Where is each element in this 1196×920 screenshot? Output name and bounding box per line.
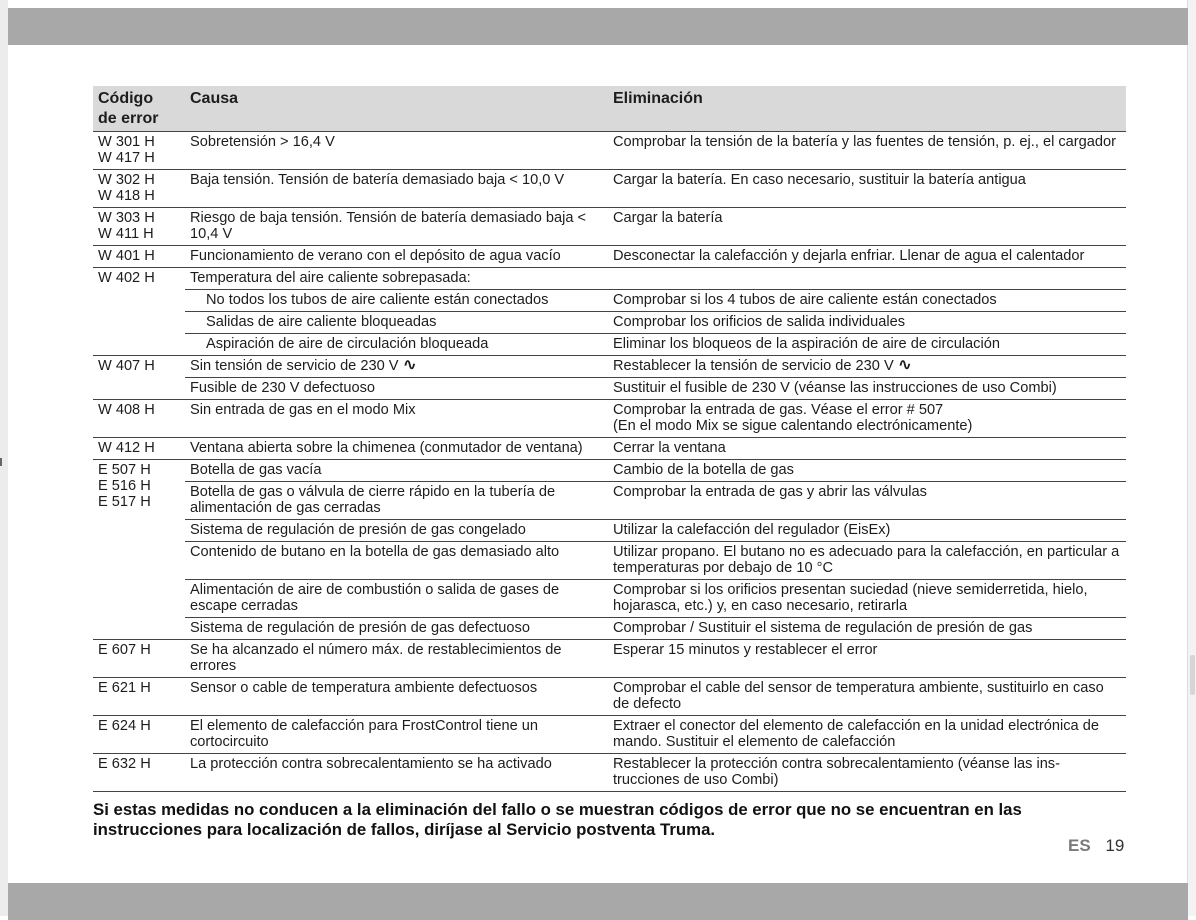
remedy-text: Esperar 15 minutos y restablecer el error [613, 642, 878, 658]
cause-text: Botella de gas o válvula de cierre rápido en la tubería de alimentación de gas cerradas [190, 484, 556, 516]
table-body [93, 132, 1126, 792]
cause-cell [185, 678, 608, 716]
error-code: W 417 H [98, 150, 155, 166]
cause-text: La protección contra sobrecalentamiento se ha activado [190, 756, 552, 772]
cause-text: Fusible de 230 V defectuoso [190, 380, 375, 396]
header-error-code [93, 86, 185, 132]
cause-cell [185, 378, 608, 400]
table-row [93, 716, 1126, 754]
remedy-text: Comprobar la entrada de gas. Véase el error # 507 (En el modo Mix se sigue calentando electrónicamente) [613, 402, 973, 434]
cause-cell [185, 580, 608, 618]
table-row [93, 290, 1126, 312]
cause-cell [185, 170, 608, 208]
remedy-cell [608, 246, 1126, 268]
cause-text: Sistema de regulación de presión de gas defectuoso [190, 620, 530, 636]
error-code-table [93, 86, 1126, 792]
remedy-text: Comprobar la entrada de gas y abrir las válvulas [613, 484, 927, 500]
cause-text: Botella de gas vacía [190, 462, 322, 478]
remedy-cell [608, 378, 1126, 400]
cause-cell [185, 246, 608, 268]
cause-text: El elemento de calefacción para FrostControl tiene un cortocircuito [190, 718, 539, 750]
table-row [93, 640, 1126, 678]
table-header-row [93, 86, 1126, 132]
table-row [93, 754, 1126, 792]
error-code: W 302 H [98, 172, 155, 188]
remedy-text: Utilizar propano. El butano no es adecuado para la calefacción, en particular a temperaturas por debajo de 10 °C [613, 544, 1120, 576]
cause-text: Sin tensión de servicio de 230 V [190, 358, 399, 374]
remedy-text: Restablecer la protección contra sobrecalentamiento (véanse las instrucciones de uso Combi) [613, 756, 1060, 788]
remedy-cell [608, 400, 1126, 438]
error-code-cell [93, 132, 185, 170]
remedy-cell [608, 132, 1126, 170]
table-row [93, 246, 1126, 268]
error-code: E 607 H [98, 642, 151, 658]
remedy-cell [608, 482, 1126, 520]
cause-cell [185, 290, 608, 312]
remedy-text: Restablecer la tensión de servicio de 230 V [613, 358, 894, 374]
error-code: E 632 H [98, 756, 151, 772]
error-code: W 408 H [98, 402, 155, 418]
cause-cell [185, 356, 608, 378]
cause-cell [185, 208, 608, 246]
remedy-cell [608, 334, 1126, 356]
table-row [93, 618, 1126, 640]
remedy-cell [608, 520, 1126, 542]
remedy-cell [608, 438, 1126, 460]
remedy-cell [608, 580, 1126, 618]
remedy-text: Comprobar los orificios de salida individuales [613, 314, 906, 330]
remedy-cell [608, 290, 1126, 312]
error-code: W 411 H [98, 226, 154, 242]
error-code-cell [93, 640, 185, 678]
error-code: W 412 H [98, 440, 155, 456]
remedy-cell [608, 170, 1126, 208]
remedy-text: Cargar la batería [613, 210, 723, 226]
table-row [93, 400, 1126, 438]
error-code-cell [93, 246, 185, 268]
error-code-cell [93, 268, 185, 356]
cause-text: Funcionamiento de verano con el depósito de agua vacío [190, 248, 561, 264]
table-row [93, 482, 1126, 520]
cause-text: Salidas de aire caliente bloqueadas [206, 314, 437, 330]
service-note: Si estas medidas no conducen a la eliminación del fallo o se muestran códigos de error que no se encuentran en las instrucciones para localización de fallos, diríjase al Servicio postventa Truma. [93, 800, 1022, 839]
remedy-cell [608, 754, 1126, 792]
cause-text: Sensor o cable de temperatura ambiente defectuosos [190, 680, 538, 696]
remedy-text: Sustituir el fusible de 230 V (véanse las instrucciones de uso Combi) [613, 380, 1057, 396]
cause-text: Alimentación de aire de combustión o salida de gases de escape cerradas [190, 582, 560, 614]
cause-cell [185, 268, 608, 290]
error-code-cell [93, 460, 185, 640]
table-row [93, 312, 1126, 334]
cause-cell [185, 438, 608, 460]
table-row [93, 520, 1126, 542]
remedy-cell [608, 640, 1126, 678]
remedy-text: Desconectar la calefacción y dejarla enfriar. Llenar de agua el calentador [613, 248, 1085, 264]
remedy-text: Comprobar si los 4 tubos de aire caliente están conectados [613, 292, 997, 308]
table-row [93, 678, 1126, 716]
error-code: W 407 H [98, 358, 155, 374]
table-row [93, 460, 1126, 482]
page-footer-band [8, 883, 1188, 920]
cause-text: Temperatura del aire caliente sobrepasada: [190, 270, 471, 286]
cause-text: Riesgo de baja tensión. Tensión de batería demasiado baja < 10,4 V [190, 210, 587, 242]
error-code: E 621 H [98, 680, 151, 696]
table-row [93, 268, 1126, 290]
header-remedy: Eliminación [608, 86, 1126, 132]
error-code: E 507 H [98, 462, 151, 478]
remedy-text: Cambio de la botella de gas [613, 462, 794, 478]
remedy-text: Utilizar la calefacción del regulador (EisEx) [613, 522, 891, 538]
remedy-cell [608, 542, 1126, 580]
cause-cell [185, 754, 608, 792]
remedy-cell [608, 312, 1126, 334]
cause-cell [185, 334, 608, 356]
remedy-text: Comprobar / Sustituir el sistema de regulación de presión de gas [613, 620, 1033, 636]
remedy-text: Cargar la batería. En caso necesario, sustituir la batería antigua [613, 172, 1026, 188]
remedy-cell [608, 716, 1126, 754]
page-number: 19 [1105, 836, 1125, 855]
remedy-text: Comprobar si los orificios presentan suciedad (nieve semiderretida, hielo, hojarasca, etc.) y, en caso necesario, retirarla [613, 582, 1088, 614]
cause-text: Sin entrada de gas en el modo Mix [190, 402, 416, 418]
error-code: W 402 H [98, 270, 155, 286]
remedy-cell [608, 618, 1126, 640]
table-row [93, 170, 1126, 208]
cause-cell [185, 312, 608, 334]
error-code: W 301 H [98, 134, 155, 150]
remedy-cell [608, 460, 1126, 482]
remedy-cell [608, 268, 1126, 290]
cause-text: Aspiración de aire de circulación bloqueada [206, 336, 489, 352]
cause-text: Contenido de butano en la botella de gas demasiado alto [190, 544, 560, 560]
table-row [93, 438, 1126, 460]
error-code: W 418 H [98, 188, 155, 204]
scrollbar-thumb[interactable] [1190, 655, 1195, 695]
table-row [93, 356, 1126, 378]
table-row [93, 580, 1126, 618]
header-cause: Causa [185, 86, 608, 132]
ac-symbol-icon: ∿ [897, 355, 912, 374]
error-code: W 401 H [98, 248, 155, 264]
error-code-cell [93, 716, 185, 754]
error-code: E 517 H [98, 494, 151, 510]
cause-text: Sistema de regulación de presión de gas congelado [190, 522, 526, 538]
page-footer [1068, 836, 1124, 856]
cause-text: Baja tensión. Tensión de batería demasiado baja < 10,0 V [190, 172, 565, 188]
error-code-cell [93, 356, 185, 400]
cause-cell [185, 520, 608, 542]
table-row [93, 542, 1126, 580]
error-code: E 624 H [98, 718, 151, 734]
table-row [93, 208, 1126, 246]
cause-text: No todos los tubos de aire caliente están conectados [206, 292, 549, 308]
table-row [93, 378, 1126, 400]
cause-text: Se ha alcanzado el número máx. de restablecimientos de errores [190, 642, 562, 674]
remedy-cell [608, 356, 1126, 378]
error-code-cell [93, 170, 185, 208]
error-code: E 516 H [98, 478, 151, 494]
error-code-cell [93, 754, 185, 792]
page-header-band [8, 8, 1188, 45]
remedy-text: Extraer el conector del elemento de calefacción en la unidad electrónica de mando. Sustituir el elemento de calefacción [613, 718, 1099, 750]
cause-cell [185, 618, 608, 640]
error-code-cell [93, 208, 185, 246]
remedy-cell [608, 208, 1126, 246]
viewer-scrollbar[interactable] [1187, 0, 1196, 916]
cause-cell [185, 542, 608, 580]
viewer-left-marker [0, 458, 2, 466]
cause-cell [185, 400, 608, 438]
header-error-code-label: Código de error [98, 90, 159, 127]
table-row [93, 334, 1126, 356]
cause-cell [185, 460, 608, 482]
remedy-text: Cerrar la ventana [613, 440, 726, 456]
cause-cell [185, 640, 608, 678]
cause-cell [185, 716, 608, 754]
ac-symbol-icon: ∿ [402, 355, 417, 374]
remedy-text: Comprobar el cable del sensor de temperatura ambiente, sustituirlo en caso de defecto [613, 680, 1104, 712]
remedy-text: Comprobar la tensión de la batería y las fuentes de tensión, p. ej., el cargador [613, 134, 1116, 150]
language-label: ES [1068, 836, 1091, 855]
remedy-cell [608, 678, 1126, 716]
remedy-text: Eliminar los bloqueos de la aspiración de aire de circulación [613, 336, 1000, 352]
table-row [93, 132, 1126, 170]
cause-cell [185, 132, 608, 170]
error-code: W 303 H [98, 210, 155, 226]
error-code-cell [93, 438, 185, 460]
cause-cell [185, 482, 608, 520]
error-code-cell [93, 678, 185, 716]
cause-text: Sobretensión > 16,4 V [190, 134, 335, 150]
error-code-cell [93, 400, 185, 438]
cause-text: Ventana abierta sobre la chimenea (conmutador de ventana) [190, 440, 583, 456]
